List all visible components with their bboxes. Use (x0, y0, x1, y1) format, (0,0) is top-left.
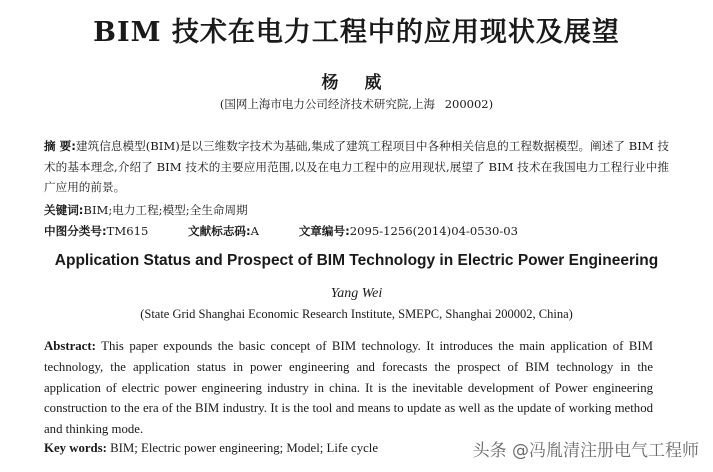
english-abstract (44, 336, 653, 440)
chinese-abstract-text: 建筑信息模型(BIM)是以三维数字技术为基础,集成了建筑工程项目中各种相关信息的工程数据模型。阐述了 BIM 技术的基本理念,介绍了 BIM 技术的主要应用范围,以及在电力工程中的应用现状,展望了 BIM 技术在我国电力工程行业中推广应用的前景。 (44, 139, 669, 194)
english-abstract-text: This paper expounds the basic concept of BIM technology. It introduces the main application of BIM technology, the application status in power engineering and forecasts the prospect of BIM technology in the application of electric power engineering industry in china. It is the inevitable development of Power engineering construction to the era of the BIM industry. It is the tool and means to update as well as the update of working method and thinking mode. (44, 339, 654, 437)
english-author: Yang Wei (330, 286, 383, 301)
classification-line (44, 223, 518, 239)
clc-group (44, 224, 148, 238)
article-no-group (299, 224, 518, 238)
doc-code-label: 文献标志码: (188, 224, 251, 238)
chinese-author: 杨 威 (321, 73, 392, 93)
chinese-abstract (44, 136, 669, 198)
english-keywords (44, 441, 378, 456)
chinese-keywords-label: 关键词: (44, 203, 84, 217)
article-no-value: 2095-1256(2014)04-0530-03 (349, 224, 519, 238)
doc-code-group (188, 224, 259, 238)
article-no-label: 文章编号: (298, 224, 350, 238)
english-keywords-text: BIM; Electric power engineering; Model; Life cycle (110, 441, 379, 455)
chinese-affiliation: (国网上海市电力公司经济技术研究院,上海 200002) (219, 97, 494, 111)
chinese-keywords (44, 202, 248, 218)
chinese-keywords-text: BIM;电力工程;模型;全生命周期 (83, 203, 248, 217)
english-keywords-label: Key words: (44, 441, 107, 455)
english-abstract-label: Abstract: (44, 339, 96, 353)
english-title: Application Status and Prospect of BIM Technology in Electric Power Engineering (54, 252, 659, 269)
doc-code-value: A (250, 224, 260, 238)
clc-value: TM615 (106, 224, 149, 238)
clc-label: 中图分类号: (44, 224, 107, 238)
chinese-abstract-label: 摘 要: (44, 139, 76, 153)
watermark: 头条 @冯胤清注册电气工程师 (472, 441, 699, 461)
chinese-title: BIM 技术在电力工程中的应用现状及展望 (93, 17, 620, 48)
english-affiliation: (State Grid Shanghai Economic Research Institute, SMEPC, Shanghai 200002, China) (140, 307, 573, 321)
